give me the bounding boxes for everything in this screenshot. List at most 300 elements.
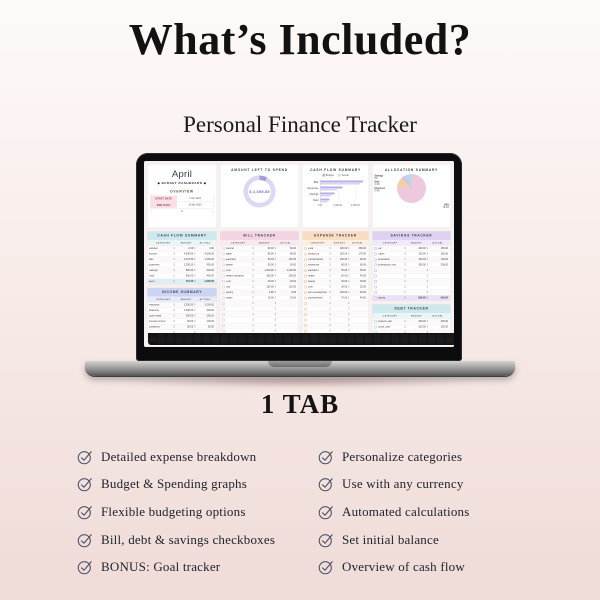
currency-sign: $ [404, 320, 406, 323]
feature-item [318, 443, 578, 471]
currency-sign: $ [173, 263, 175, 267]
table-title: INCOME SUMMARY [148, 288, 217, 297]
checkbox-circle-icon [222, 286, 225, 289]
circled-check-icon [318, 449, 334, 465]
currency-sign: $ [274, 296, 277, 300]
cell-category: Netflix [225, 296, 233, 300]
bar-category-label: Bills [313, 181, 319, 184]
checkbox-circle-icon [222, 247, 225, 250]
cell-actual: 50.00 [207, 325, 214, 329]
cell-category: Travel [377, 252, 385, 256]
checkbox-circle-icon [222, 269, 225, 272]
currency-sign: $ [426, 325, 429, 329]
checkbox-circle-icon [304, 302, 307, 305]
checkbox-circle-icon [304, 330, 307, 333]
cell-actual: 900.00 [206, 309, 214, 312]
cell-actual: 9.99 [291, 291, 297, 294]
currency-sign: $ [173, 247, 175, 250]
currency-sign: $ [426, 247, 429, 250]
currency-sign: $ [252, 269, 254, 272]
currency-sign: $ [274, 280, 277, 283]
currency-sign: $ [252, 313, 254, 316]
checkbox-circle-icon [304, 291, 307, 294]
pie-slice-label: Bills 78.2% [442, 203, 449, 209]
cell-budget: 3,200.00 [183, 303, 194, 307]
cell-category: Food [307, 247, 314, 250]
currency-sign: $ [329, 252, 331, 256]
currency-sign: $ [173, 258, 175, 261]
actual-bar [321, 195, 332, 197]
cell-category: Education [307, 269, 319, 272]
cell-budget: 9.99 [269, 291, 274, 294]
currency-sign: $ [252, 247, 254, 250]
cell-actual: 100.00 [288, 258, 297, 261]
bar-category-label: Expenses [307, 187, 319, 190]
currency-sign: $ [329, 274, 331, 278]
currency-sign: $ [194, 252, 196, 256]
cell-budget: 200.00 [185, 314, 194, 318]
circled-check-icon [77, 449, 93, 465]
feature-item [77, 443, 337, 471]
currency-sign: $ [404, 325, 406, 329]
cell-actual: 250.00 [206, 314, 214, 318]
overview-header: OVERVIEW [170, 190, 194, 194]
currency-sign: $ [194, 280, 196, 283]
cell-budget: 50.00 [187, 320, 194, 323]
currency-sign: $ [173, 274, 175, 278]
cell-budget: 80.00 [267, 252, 274, 256]
laptop-shadow [108, 374, 492, 388]
budget-bar [321, 187, 343, 189]
start-date-label: START DATE [151, 196, 177, 202]
currency-sign: $ [329, 329, 331, 333]
pie-slice-label: Debt 6.4% [374, 180, 380, 186]
currency-sign: $ [194, 247, 196, 250]
cell-category: Emergency Fund [377, 263, 397, 267]
cell-category: Health [307, 274, 315, 278]
currency-sign: $ [173, 309, 175, 312]
product-subtitle: Personal Finance Tracker [183, 112, 417, 137]
currency-sign: $ [329, 247, 331, 250]
feature-item [77, 498, 337, 526]
feature-label: Personalize categories [342, 448, 463, 464]
cell-actual: 0.00 [209, 247, 214, 250]
currency-sign: $ [329, 285, 331, 289]
feature-label: Bill, debt & savings checkboxes [101, 531, 276, 547]
amount-left-title: AMOUNT LEFT TO SPEND [231, 168, 288, 172]
currency-sign: $ [348, 280, 350, 283]
cell-budget: 1,250.00 [183, 263, 194, 267]
currency-sign: $ [329, 291, 331, 294]
cell-budget: 150.00 [339, 252, 348, 256]
circled-check-icon [77, 476, 93, 492]
currency-sign: $ [348, 318, 350, 322]
cell-actual: 30.00 [359, 280, 366, 283]
currency-sign: $ [274, 269, 277, 272]
feature-label: Set initial balance [342, 531, 439, 547]
circled-check-icon [77, 559, 93, 575]
cell-budget: 512.50 [185, 280, 194, 283]
currency-sign: $ [348, 307, 350, 311]
feature-item [318, 553, 578, 581]
currency-sign: $ [173, 252, 175, 256]
table-row [373, 295, 451, 301]
cell-budget: 1,000.00 [183, 309, 194, 312]
end-date-label: END DATE [151, 202, 177, 208]
checkbox-circle-icon [304, 319, 307, 322]
tab-count-label: 1 TAB [260, 389, 340, 419]
cell-category: Dividends [149, 325, 160, 329]
cell-category: Spotify [225, 291, 234, 294]
checkbox-circle-icon [304, 297, 307, 300]
cell-budget: 2,437.50 [183, 258, 194, 261]
cell-actual: 380.00 [358, 247, 366, 250]
bill-tracker-table [220, 231, 299, 345]
cell-budget: 30.00 [341, 285, 348, 289]
currency-sign: $ [404, 274, 406, 278]
currency-sign: $ [274, 318, 277, 322]
circled-check-icon [318, 532, 334, 548]
table-column-headers: CATEGORY BUDGET ACTUAL [373, 313, 451, 319]
checkbox-circle-icon [304, 264, 307, 267]
currency-sign: $ [329, 302, 331, 305]
circled-check-icon [318, 504, 334, 520]
cell-category: TOTAL [377, 296, 386, 300]
x-axis-labels: 0.00 1,000.00 2,000.00 [317, 204, 360, 207]
checkbox-circle-icon [222, 297, 225, 300]
budget-bar [321, 199, 330, 201]
currency-sign: $ [348, 329, 350, 333]
cell-actual: 50.00 [359, 269, 366, 272]
cell-budget: 40.00 [267, 280, 274, 283]
currency-sign: $ [404, 291, 406, 294]
cell-actual: 2,250.00 [204, 258, 214, 261]
cell-category: Internet [225, 247, 234, 250]
cell-actual: 100.00 [206, 320, 214, 323]
pager-next-icon: › [212, 210, 213, 213]
cell-actual: 15.00 [290, 296, 297, 300]
currency-sign: $ [252, 252, 254, 256]
cell-budget: 15.00 [267, 296, 274, 300]
currency-sign: $ [252, 307, 254, 311]
cell-category: Water [225, 252, 233, 256]
currency-sign: $ [194, 258, 196, 261]
cell-actual: 950.00 [206, 263, 214, 267]
cell-budget: 100.00 [339, 258, 348, 261]
actual-bar [321, 183, 360, 185]
checkbox-circle-icon [374, 286, 377, 289]
currency-sign: $ [426, 285, 429, 289]
currency-sign: $ [329, 269, 331, 272]
cell-category: Transportation [307, 258, 324, 261]
pager-page-number: 1 [181, 210, 183, 213]
cell-budget: 400.00 [339, 247, 348, 250]
cell-actual: 100.00 [440, 258, 449, 261]
currency-sign: $ [274, 291, 277, 294]
cell-actual: 3,200.00 [204, 303, 214, 307]
checkbox-circle-icon [222, 330, 225, 333]
currency-sign: $ [194, 314, 196, 318]
cell-actual: 25.00 [359, 285, 366, 289]
currency-sign: $ [194, 303, 196, 307]
currency-sign: $ [348, 247, 350, 250]
cell-actual: 150.00 [440, 252, 449, 256]
features-column-left [77, 443, 337, 581]
checkbox-circle-icon [222, 313, 225, 316]
bar-category-label: Debt [313, 199, 319, 202]
cell-budget: 40.00 [341, 280, 348, 283]
bar-category-label: Savings [309, 193, 319, 196]
pager-prev-icon: ‹ [151, 210, 152, 213]
laptop-base [85, 361, 515, 376]
currency-sign: $ [252, 274, 254, 278]
cell-actual: 80.00 [290, 252, 297, 256]
currency-sign: $ [252, 296, 254, 300]
cell-budget: 90.00 [267, 258, 274, 261]
checkbox-circle-icon [374, 326, 377, 329]
cell-category: Interest Income [149, 320, 166, 323]
cell-budget: 50.00 [267, 263, 274, 267]
cell-category: Rent [225, 269, 231, 272]
cell-category: Gifts [307, 285, 313, 289]
cell-actual: 120.00 [288, 285, 297, 289]
cell-category: Self-Development [307, 291, 327, 294]
cell-budget: 60.00 [341, 274, 348, 278]
cash-flow-chart-title: CASH FLOW SUMMARY [310, 168, 361, 172]
cell-category: Expenses [149, 263, 160, 267]
currency-sign: $ [194, 309, 196, 312]
allocation-pie-chart [397, 174, 426, 203]
checkbox-circle-icon [374, 280, 377, 283]
currency-sign: $ [274, 307, 277, 311]
circled-check-icon [318, 559, 334, 575]
checkbox-circle-icon [374, 291, 377, 294]
chart-legend [305, 174, 366, 177]
amount-left-value: $ 2,695.85 [249, 189, 270, 194]
currency-sign: $ [348, 269, 350, 272]
feature-label: Budget & Spending graphs [101, 476, 247, 492]
currency-sign: $ [274, 313, 277, 316]
cell-actual: 90.00 [359, 258, 366, 261]
currency-sign: $ [329, 258, 331, 261]
cell-budget: 100.00 [266, 285, 274, 289]
checkbox-circle-icon [304, 280, 307, 283]
checkbox-circle-icon [222, 319, 225, 322]
feature-label: Detailed expense breakdown [101, 448, 257, 464]
table-column-headers: CATEGORY BUDGET ACTUAL [221, 240, 299, 246]
allocation-title: ALLOCATION SUMMARY [384, 168, 439, 172]
laptop-keyboard [148, 333, 454, 345]
currency-sign: $ [426, 274, 429, 278]
cell-actual: 400.00 [206, 274, 214, 278]
cell-category: Mobile [225, 263, 233, 267]
currency-sign: $ [404, 258, 406, 261]
cell-category: Household [307, 263, 320, 267]
cell-category: Gym [225, 280, 231, 283]
currency-sign: $ [274, 285, 277, 289]
currency-sign: $ [274, 247, 277, 250]
cash-flow-summary-table [147, 231, 217, 285]
feature-label: Use with any currency [342, 476, 464, 492]
currency-sign: $ [348, 274, 350, 278]
legend-item: Actual [338, 174, 348, 177]
currency-sign: $ [348, 285, 350, 289]
laptop-screen-bezel [136, 153, 462, 361]
checkbox-circle-icon [374, 320, 377, 323]
expense-tracker-table [302, 231, 369, 345]
cell-category: Business [149, 309, 159, 312]
cell-category: Credit Card [377, 325, 391, 329]
checkbox-circle-icon [222, 291, 225, 294]
tables-column-1 [147, 231, 217, 347]
feature-item [77, 553, 337, 581]
cell-actual: 60.00 [359, 263, 366, 267]
currency-sign: $ [404, 280, 406, 283]
cell-category: Entertainment [307, 296, 323, 300]
currency-sign: $ [426, 258, 429, 261]
circled-check-icon [77, 504, 93, 520]
cell-actual: 40.00 [290, 280, 297, 283]
cell-budget: 50.00 [341, 269, 348, 272]
currency-sign: $ [348, 324, 350, 327]
table-title: EXPENSE TRACKER [303, 232, 369, 241]
currency-sign: $ [274, 274, 277, 278]
currency-sign: $ [173, 325, 175, 329]
currency-sign: $ [173, 314, 175, 318]
savings-tracker-table [372, 231, 451, 301]
cell-budget: 50.00 [187, 325, 194, 329]
currency-sign: $ [194, 274, 196, 278]
currency-sign: $ [329, 324, 331, 327]
cell-actual: 200.00 [440, 263, 449, 267]
allocation-panel [372, 164, 451, 228]
currency-sign: $ [329, 313, 331, 316]
checkbox-circle-icon [304, 253, 307, 256]
cell-budget: 0.00 [188, 247, 194, 250]
currency-sign: $ [426, 269, 429, 272]
checkbox-circle-icon [304, 286, 307, 289]
cell-actual: 60.00 [290, 247, 297, 250]
cell-budget: 150.00 [418, 252, 426, 256]
cash-flow-bar-chart [305, 174, 366, 207]
budget-bar [321, 181, 364, 183]
cell-budget: 300.00 [418, 263, 426, 267]
checkbox-circle-icon [304, 313, 307, 316]
currency-sign: $ [252, 280, 254, 283]
table-title: DEBT TRACKER [373, 305, 451, 314]
checkbox-circle-icon [374, 253, 377, 256]
feature-label: BONUS: Goal tracker [101, 559, 221, 575]
cell-actual: 600.00 [206, 269, 214, 272]
cell-category: Student Loan [377, 320, 393, 323]
cell-actual: 170.00 [358, 252, 366, 256]
currency-sign: $ [252, 302, 254, 305]
currency-sign: $ [329, 318, 331, 322]
cell-category: Side Hustle [149, 314, 162, 318]
feature-label: Overview of cash flow [342, 559, 465, 575]
cell-category: Gas [225, 285, 231, 289]
feature-item [77, 471, 337, 499]
currency-sign: $ [274, 252, 277, 256]
table-title: BILL TRACKER [221, 232, 299, 241]
currency-sign: $ [426, 252, 429, 256]
pie-slice-label: Savings 6% [374, 174, 384, 180]
feature-item [77, 526, 337, 554]
cell-category: Renovation [377, 258, 390, 261]
end-date-value: 30 Apr 2024 [177, 202, 214, 208]
cell-budget: 300.00 [418, 320, 426, 323]
feature-label: Flexible budgeting options [101, 503, 246, 519]
actual-bar [321, 189, 338, 191]
currency-sign: $ [252, 291, 254, 294]
currency-sign: $ [329, 263, 331, 267]
currency-sign: $ [274, 302, 277, 305]
table-title: CASH FLOW SUMMARY [148, 232, 217, 241]
table-row [148, 279, 217, 285]
cell-category: Dining Out [307, 252, 320, 256]
cell-category: Income [149, 252, 157, 256]
feature-item [318, 526, 578, 554]
cell-actual: 300.00 [288, 274, 297, 278]
currency-sign: $ [404, 263, 406, 267]
currency-sign: $ [194, 269, 196, 272]
cell-category: Savings [149, 269, 158, 272]
cash-flow-chart-panel [302, 164, 369, 228]
currency-sign: $ [404, 247, 406, 250]
tables-column-2 [220, 231, 299, 347]
currency-sign: $ [404, 252, 406, 256]
cell-budget: 200.00 [418, 325, 426, 329]
checkbox-circle-icon [374, 247, 377, 250]
cell-category: Health Insurance [225, 274, 244, 278]
currency-sign: $ [348, 302, 350, 305]
cell-category: Paycheck [149, 303, 160, 307]
cell-actual: 600.00 [440, 296, 449, 300]
cell-budget: 800.00 [418, 296, 426, 300]
feature-item [318, 471, 578, 499]
cell-budget: 800.00 [185, 269, 194, 272]
cell-budget: 60.00 [267, 247, 274, 250]
cell-budget: 500.00 [185, 274, 194, 278]
cell-budget: 1,200.00 [264, 269, 274, 272]
currency-sign: $ [404, 269, 406, 272]
currency-sign: $ [404, 285, 406, 289]
checkbox-circle-icon [222, 280, 225, 283]
checkbox-circle-icon [374, 269, 377, 272]
cell-actual: 40.00 [359, 274, 366, 278]
budget-dashboard [144, 161, 454, 347]
legend-item: Budget [322, 174, 333, 177]
currency-sign: $ [329, 296, 331, 300]
checkbox-circle-icon [374, 264, 377, 267]
checkbox-circle-icon [374, 297, 377, 300]
currency-sign: $ [274, 324, 277, 327]
checkbox-circle-icon [222, 258, 225, 261]
cell-actual: 45.00 [359, 296, 366, 300]
feature-label: Automated calculations [342, 503, 470, 519]
currency-sign: $ [274, 258, 277, 261]
budget-dashboard-panel [147, 164, 217, 228]
checkbox-circle-icon [222, 253, 225, 256]
currency-sign: $ [348, 313, 350, 316]
cell-actual: 150.00 [440, 325, 449, 329]
currency-sign: $ [252, 329, 254, 333]
cell-budget: 70.00 [341, 296, 348, 300]
currency-sign: $ [426, 291, 429, 294]
currency-sign: $ [329, 307, 331, 311]
currency-sign: $ [274, 263, 277, 267]
actual-bar [321, 201, 328, 203]
